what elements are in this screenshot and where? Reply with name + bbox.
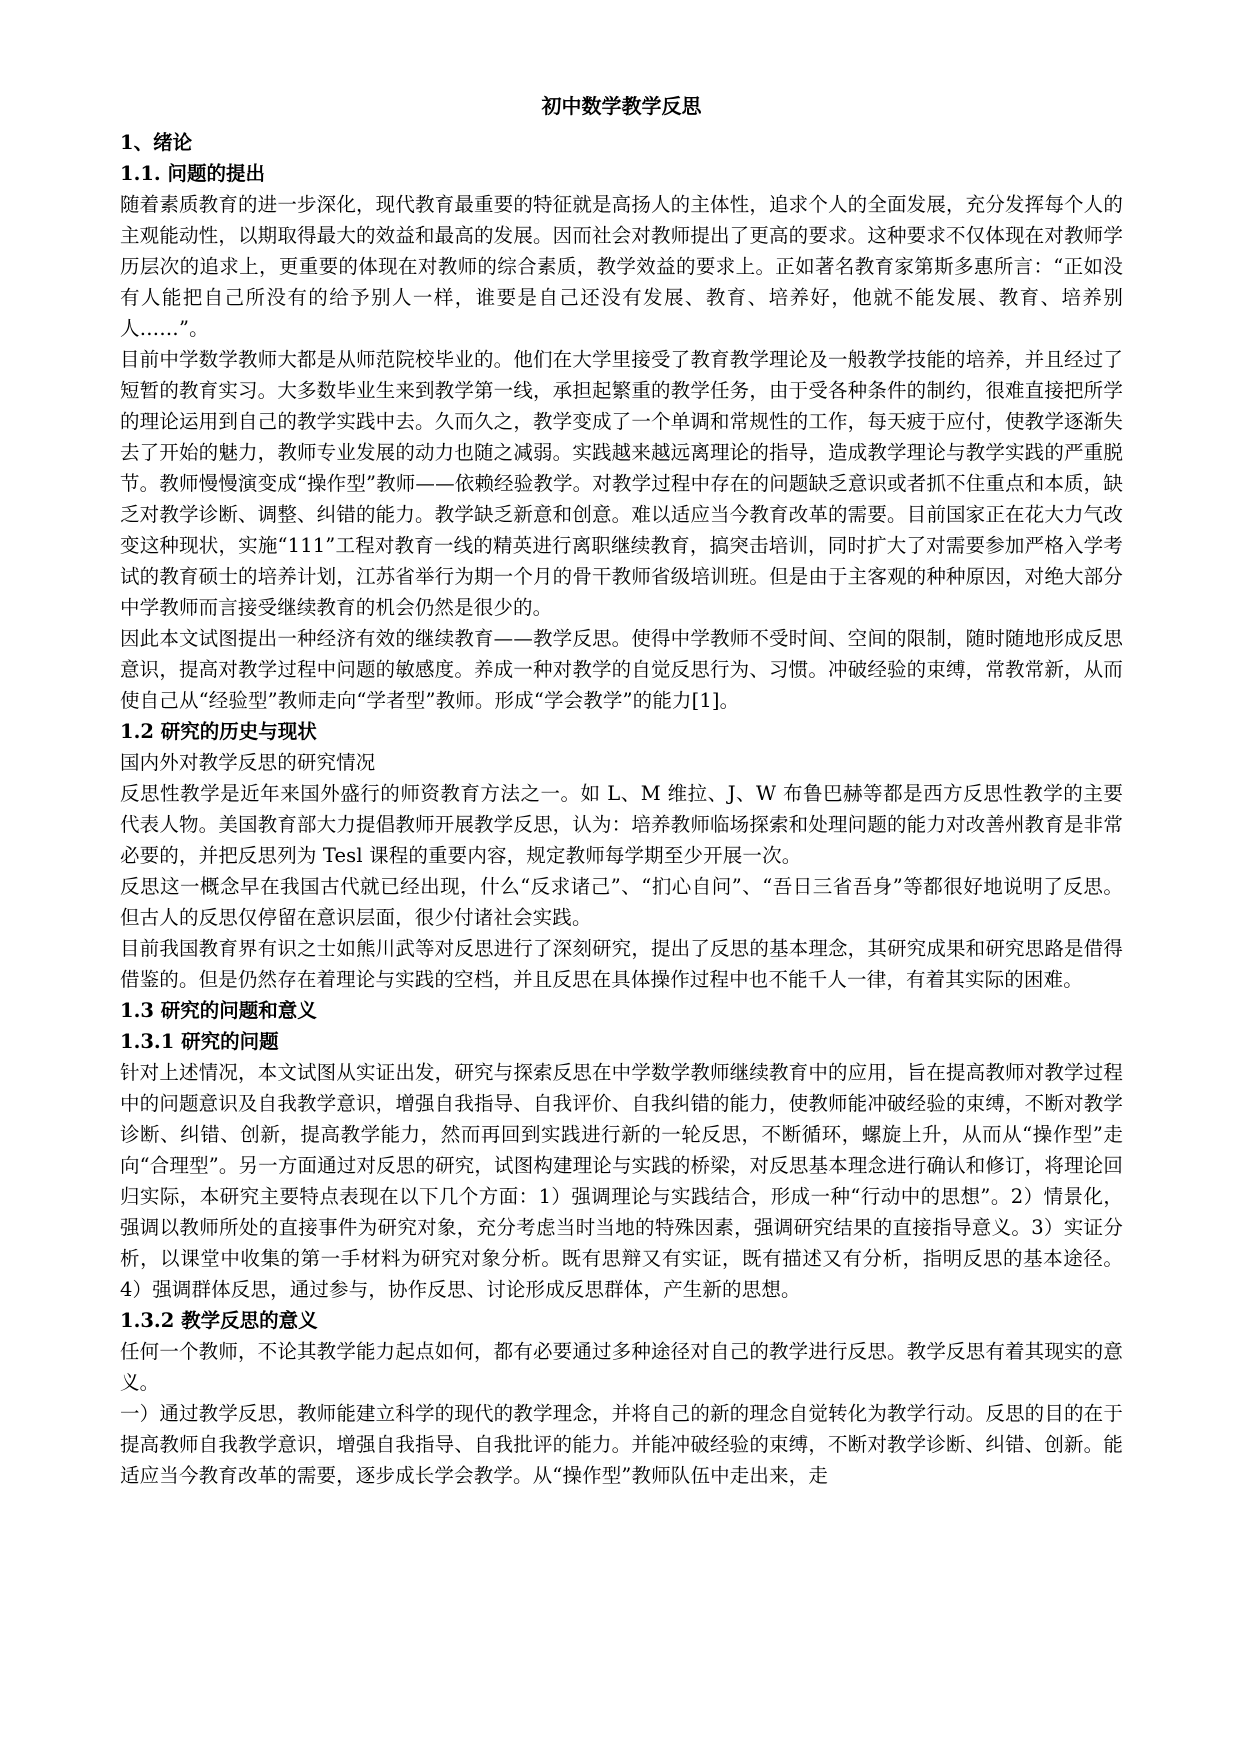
heading-research-problems: 1.3.1 研究的问题	[120, 1030, 279, 1053]
document-title: 初中数学教学反思	[541, 94, 702, 118]
paragraph-6: 反思这一概念早在我国古代就已经出现，什么“反求诸己”、“扪心自问”、“吾日三省吾身”等都很好地说明了反思。但古人的反思仅停留在意识层面，很少付诸社会实践。	[120, 875, 1123, 929]
heading-history-status: 1.2 研究的历史与现状	[120, 720, 317, 743]
paragraph-4: 国内外对教学反思的研究情况	[120, 751, 376, 774]
paragraph-10: 一）通过教学反思，教师能建立科学的现代的教学理念，并将自己的新的理念自觉转化为教学行动。反思的目的在于提高教师自我教学意识，增强自我指导、自我批评的能力。并能冲破经验的束缚，不断对教学诊断、纠错、创新。能适应当今教育改革的需要，逐步成长学会教学。从“操作型”教师队伍中走出来，走	[120, 1402, 1123, 1487]
paragraph-7: 目前我国教育界有识之士如熊川武等对反思进行了深刻研究，提出了反思的基本理念，其研究成果和研究思路是借得借鉴的。但是仍然存在着理论与实践的空档，并且反思在具体操作过程中也不能千人一律，有着其实际的困难。	[120, 937, 1123, 991]
paragraph-1: 随着素质教育的进一步深化，现代教育最重要的特征就是高扬人的主体性，追求个人的全面发展，充分发挥每个人的主观能动性，以期取得最大的效益和最高的发展。因而社会对教师提出了更高的要求。这种要求不仅体现在对教师学历层次的追求上，更重要的体现在对教师的综合素质，教学效益的要求上。正如著名教育家第斯多惠所言：“正如没有人能把自己所没有的给予别人一样，谁要是自己还没有发展、教育、培养好，他就不能发展、教育、培养别人……”。	[120, 193, 1123, 340]
paragraph-2: 目前中学数学教师大都是从师范院校毕业的。他们在大学里接受了教育教学理论及一般教学技能的培养，并且经过了短暂的教育实习。大多数毕业生来到教学第一线，承担起繁重的教学任务，由于受各种条件的制约，很难直接把所学的理论运用到自己的教学实践中去。久而久之，教学变成了一个单调和常规性的工作，每天疲于应付，使教学逐渐失去了开始的魅力，教师专业发展的动力也随之减弱。实践越来越远离理论的指导，造成教学理论与教学实践的严重脱节。教师慢慢演变成“操作型”教师——依赖经验教学。对教学过程中存在的问题缺乏意识或者抓不住重点和本质，缺乏对教学诊断、调整、纠错的能力。教学缺乏新意和创意。难以适应当今教育改革的需要。目前国家正在花大力气改变这种现状，实施“111”工程对教育一线的精英进行离职继续教育，搞突击培训，同时扩大了对需要参加严格入学考试的教育硕士的培养计划，江苏省举行为期一个月的骨干教师省级培训班。但是由于主客观的种种原因，对绝大部分中学教师而言接受继续教育的机会仍然是很少的。	[120, 348, 1123, 619]
document-body	[120, 91, 1123, 1491]
heading-significance: 1.3.2 教学反思的意义	[120, 1309, 318, 1332]
heading-problems-significance: 1.3 研究的问题和意义	[120, 999, 317, 1022]
heading-problem-statement: 1.1. 问题的提出	[120, 162, 266, 185]
paragraph-8: 针对上述情况，本文试图从实证出发，研究与探索反思在中学数学教师继续教育中的应用，旨在提高教师对教学过程中的问题意识及自我教学意识，增强自我指导、自我评价、自我纠错的能力，使教师能冲破经验的束缚，不断对教学诊断、纠错、创新，提高教学能力，然而再回到实践进行新的一轮反思，不断循环，螺旋上升，从而从“操作型”走向“合理型”。另一方面通过对反思的研究，试图构建理论与实践的桥梁，对反思基本理念进行确认和修订，将理论回归实际，本研究主要特点表现在以下几个方面：1）强调理论与实践结合，形成一种“行动中的思想”。2）情景化，强调以教师所处的直接事件为研究对象，充分考虑当时当地的特殊因素，强调研究结果的直接指导意义。3）实证分析，以课堂中收集的第一手材料为研究对象分析。既有思辩又有实证，既有描述又有分析，指明反思的基本途径。4）强调群体反思，通过参与，协作反思、讨论形成反思群体，产生新的思想。	[120, 1061, 1123, 1301]
paragraph-5: 反思性教学是近年来国外盛行的师资教育方法之一。如 L、M 维拉、J、W 布鲁巴赫等都是西方反思性教学的主要代表人物。美国教育部大力提倡教师开展教学反思，认为：培养教师临场探索和处理问题的能力对改善州教育是非常必要的，并把反思列为 Tesl 课程的重要内容，规定教师每学期至少开展一次。	[120, 782, 1123, 867]
heading-introduction: 1、绪论	[120, 131, 193, 154]
paragraph-9: 任何一个教师，不论其教学能力起点如何，都有必要通过多种途径对自己的教学进行反思。教学反思有着其现实的意义。	[120, 1340, 1123, 1394]
paragraph-3: 因此本文试图提出一种经济有效的继续教育——教学反思。使得中学教师不受时间、空间的限制，随时随地形成反思意识，提高对教学过程中问题的敏感度。养成一种对教学的自觉反思行为、习惯。冲破经验的束缚，常教常新，从而使自己从“经验型”教师走向“学者型”教师。形成“学会教学”的能力[1]。	[120, 627, 1123, 712]
